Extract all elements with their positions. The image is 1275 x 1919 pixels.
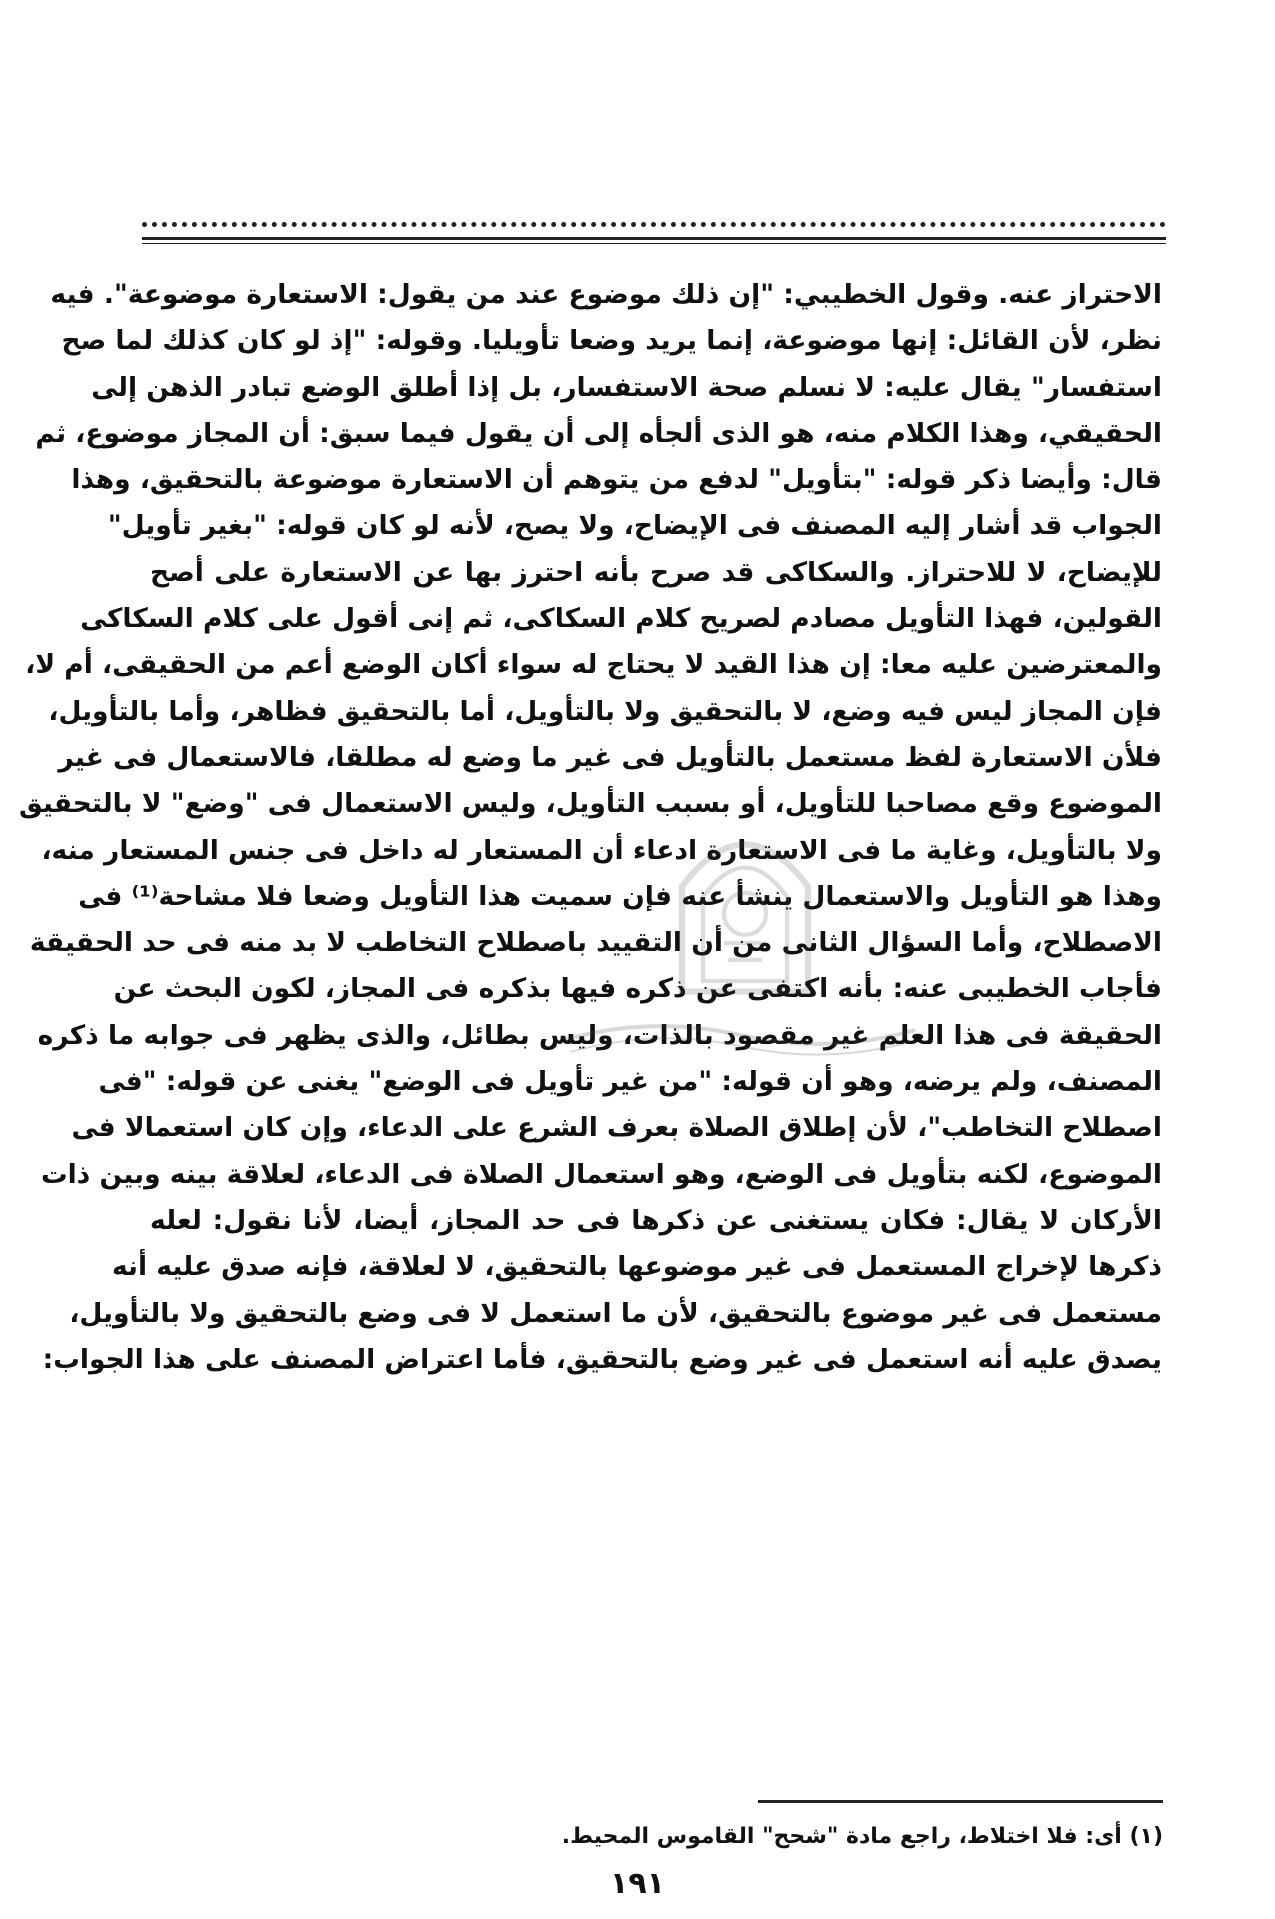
- body-line: وهذا هو التأويل والاستعمال ينشأ عنه فإن سميت هذا التأويل وضعا فلا مشاحة⁽¹⁾ فى: [78, 880, 1162, 912]
- body-line: الأركان لا يقال: فكان يستغنى عن ذكرها فى حد المجاز، أيضا، لأنا نقول: لعله: [150, 1204, 1162, 1236]
- body-line: اصطلاح التخاطب"، لأن إطلاق الصلاة بعرف الشرع على الدعاء، وإن كان استعمالا فى: [71, 1112, 1162, 1144]
- body-line: مستعمل فى غير موضوع بالتحقيق، لأن ما استعمل لا فى وضع بالتحقيق ولا بالتأويل،: [69, 1297, 1162, 1329]
- header-rule: [142, 222, 1166, 244]
- body-line: استفسار" يقال عليه: لا نسلم صحة الاستفسار، بل إذا أطلق الوضع تبادر الذهن إلى: [91, 371, 1162, 403]
- body-line: فلأن الاستعارة لفظ مستعمل بالتأويل فى غير ما وضع له مطلقا، فالاستعمال فى غير: [58, 741, 1162, 773]
- body-line: ذكرها لإخراج المستعمل فى غير موضوعها بالتحقيق، لا لعلاقة، فإنه صدق عليه أنه: [111, 1251, 1162, 1283]
- body-line: الموضوع وقع مصاحبا للتأويل، أو بسبب التأويل، وليس الاستعمال فى "وضع" لا بالتحقيق: [19, 788, 1162, 820]
- body-line: المصنف، ولم يرضه، وهو أن قوله: "من غير تأويل فى الوضع" يغنى عن قوله: "فى: [98, 1066, 1162, 1098]
- body-line: قال: وأيضا ذكر قوله: "بتأويل" لدفع من يتوهم أن الاستعارة موضوعة بالتحقيق، وهذا: [71, 464, 1162, 496]
- body-line: نظر، لأن القائل: إنها موضوعة، إنما يريد وضعا تأويليا. وقوله: "إذ لو كان كذلك لما صح: [61, 325, 1162, 357]
- body-line: يصدق عليه أنه استعمل فى غير وضع بالتحقيق، فأما اعتراض المصنف على هذا الجواب:: [42, 1343, 1162, 1375]
- page-number: ١٩١: [610, 1866, 665, 1901]
- body-line: ولا بالتأويل، وغاية ما فى الاستعارة ادعاء أن المستعار له داخل فى جنس المستعار منه،: [41, 834, 1162, 866]
- body-line: الحقيقة فى هذا العلم غير مقصود بالذات، وليس بطائل، والذى يظهر فى جوابه ما ذكره: [37, 1019, 1162, 1051]
- body-line: الموضوع، لكنه بتأويل فى الوضع، وهو استعمال الصلاة فى الدعاء، لعلاقة بينه وبين ذات: [40, 1158, 1162, 1190]
- header-thick-rule: [142, 237, 1166, 240]
- footnote-rule: [758, 1800, 1163, 1803]
- body-line: والمعترضين عليه معا: إن هذا القيد لا يحتاج له سواء أكان الوضع أعم من الحقيقى، أم لا،: [25, 649, 1162, 681]
- body-line: فإن المجاز ليس فيه وضع، لا بالتحقيق ولا بالتأويل، أما بالتحقيق فظاهر، وأما بالتأويل،: [48, 695, 1162, 727]
- body-line: الاحتراز عنه. وقول الخطيبي: "إن ذلك موضوع عند من يقول: الاستعارة موضوعة". فيه: [50, 279, 1162, 310]
- header-dotted-rule: [142, 222, 1166, 233]
- body-line: الجواب قد أشار إليه المصنف فى الإيضاح، ولا يصح، لأنه لو كان قوله: "بغير تأويل": [107, 510, 1162, 542]
- body-line: الحقيقي، وهذا الكلام منه، هو الذى ألجأه إلى أن يقول فيما سبق: أن المجاز موضوع، ثم: [35, 417, 1162, 449]
- header-thin-rule: [142, 243, 1166, 244]
- body-line: للإيضاح، لا للاحتراز. والسكاكى قد صرح بأنه احترز بها عن الاستعارة على أصح: [150, 556, 1162, 588]
- body-line: فأجاب الخطيبى عنه: بأنه اكتفى عن ذكره فيها بذكره فى المجاز، لكون البحث عن: [113, 973, 1162, 1005]
- body-line: الاصطلاح، وأما السؤال الثانى من أن التقييد باصطلاح التخاطب لا بد منه فى حد الحقيقة: [29, 927, 1162, 959]
- body-text: [19, 272, 1162, 1383]
- body-line: القولين، فهذا التأويل مصادم لصريح كلام السكاكى، ثم إنى أقول على كلام السكاكى: [80, 603, 1162, 635]
- footnote: (١) أى: فلا اختلاط، راجع مادة "شحح" القاموس المحيط.: [561, 1824, 1163, 1849]
